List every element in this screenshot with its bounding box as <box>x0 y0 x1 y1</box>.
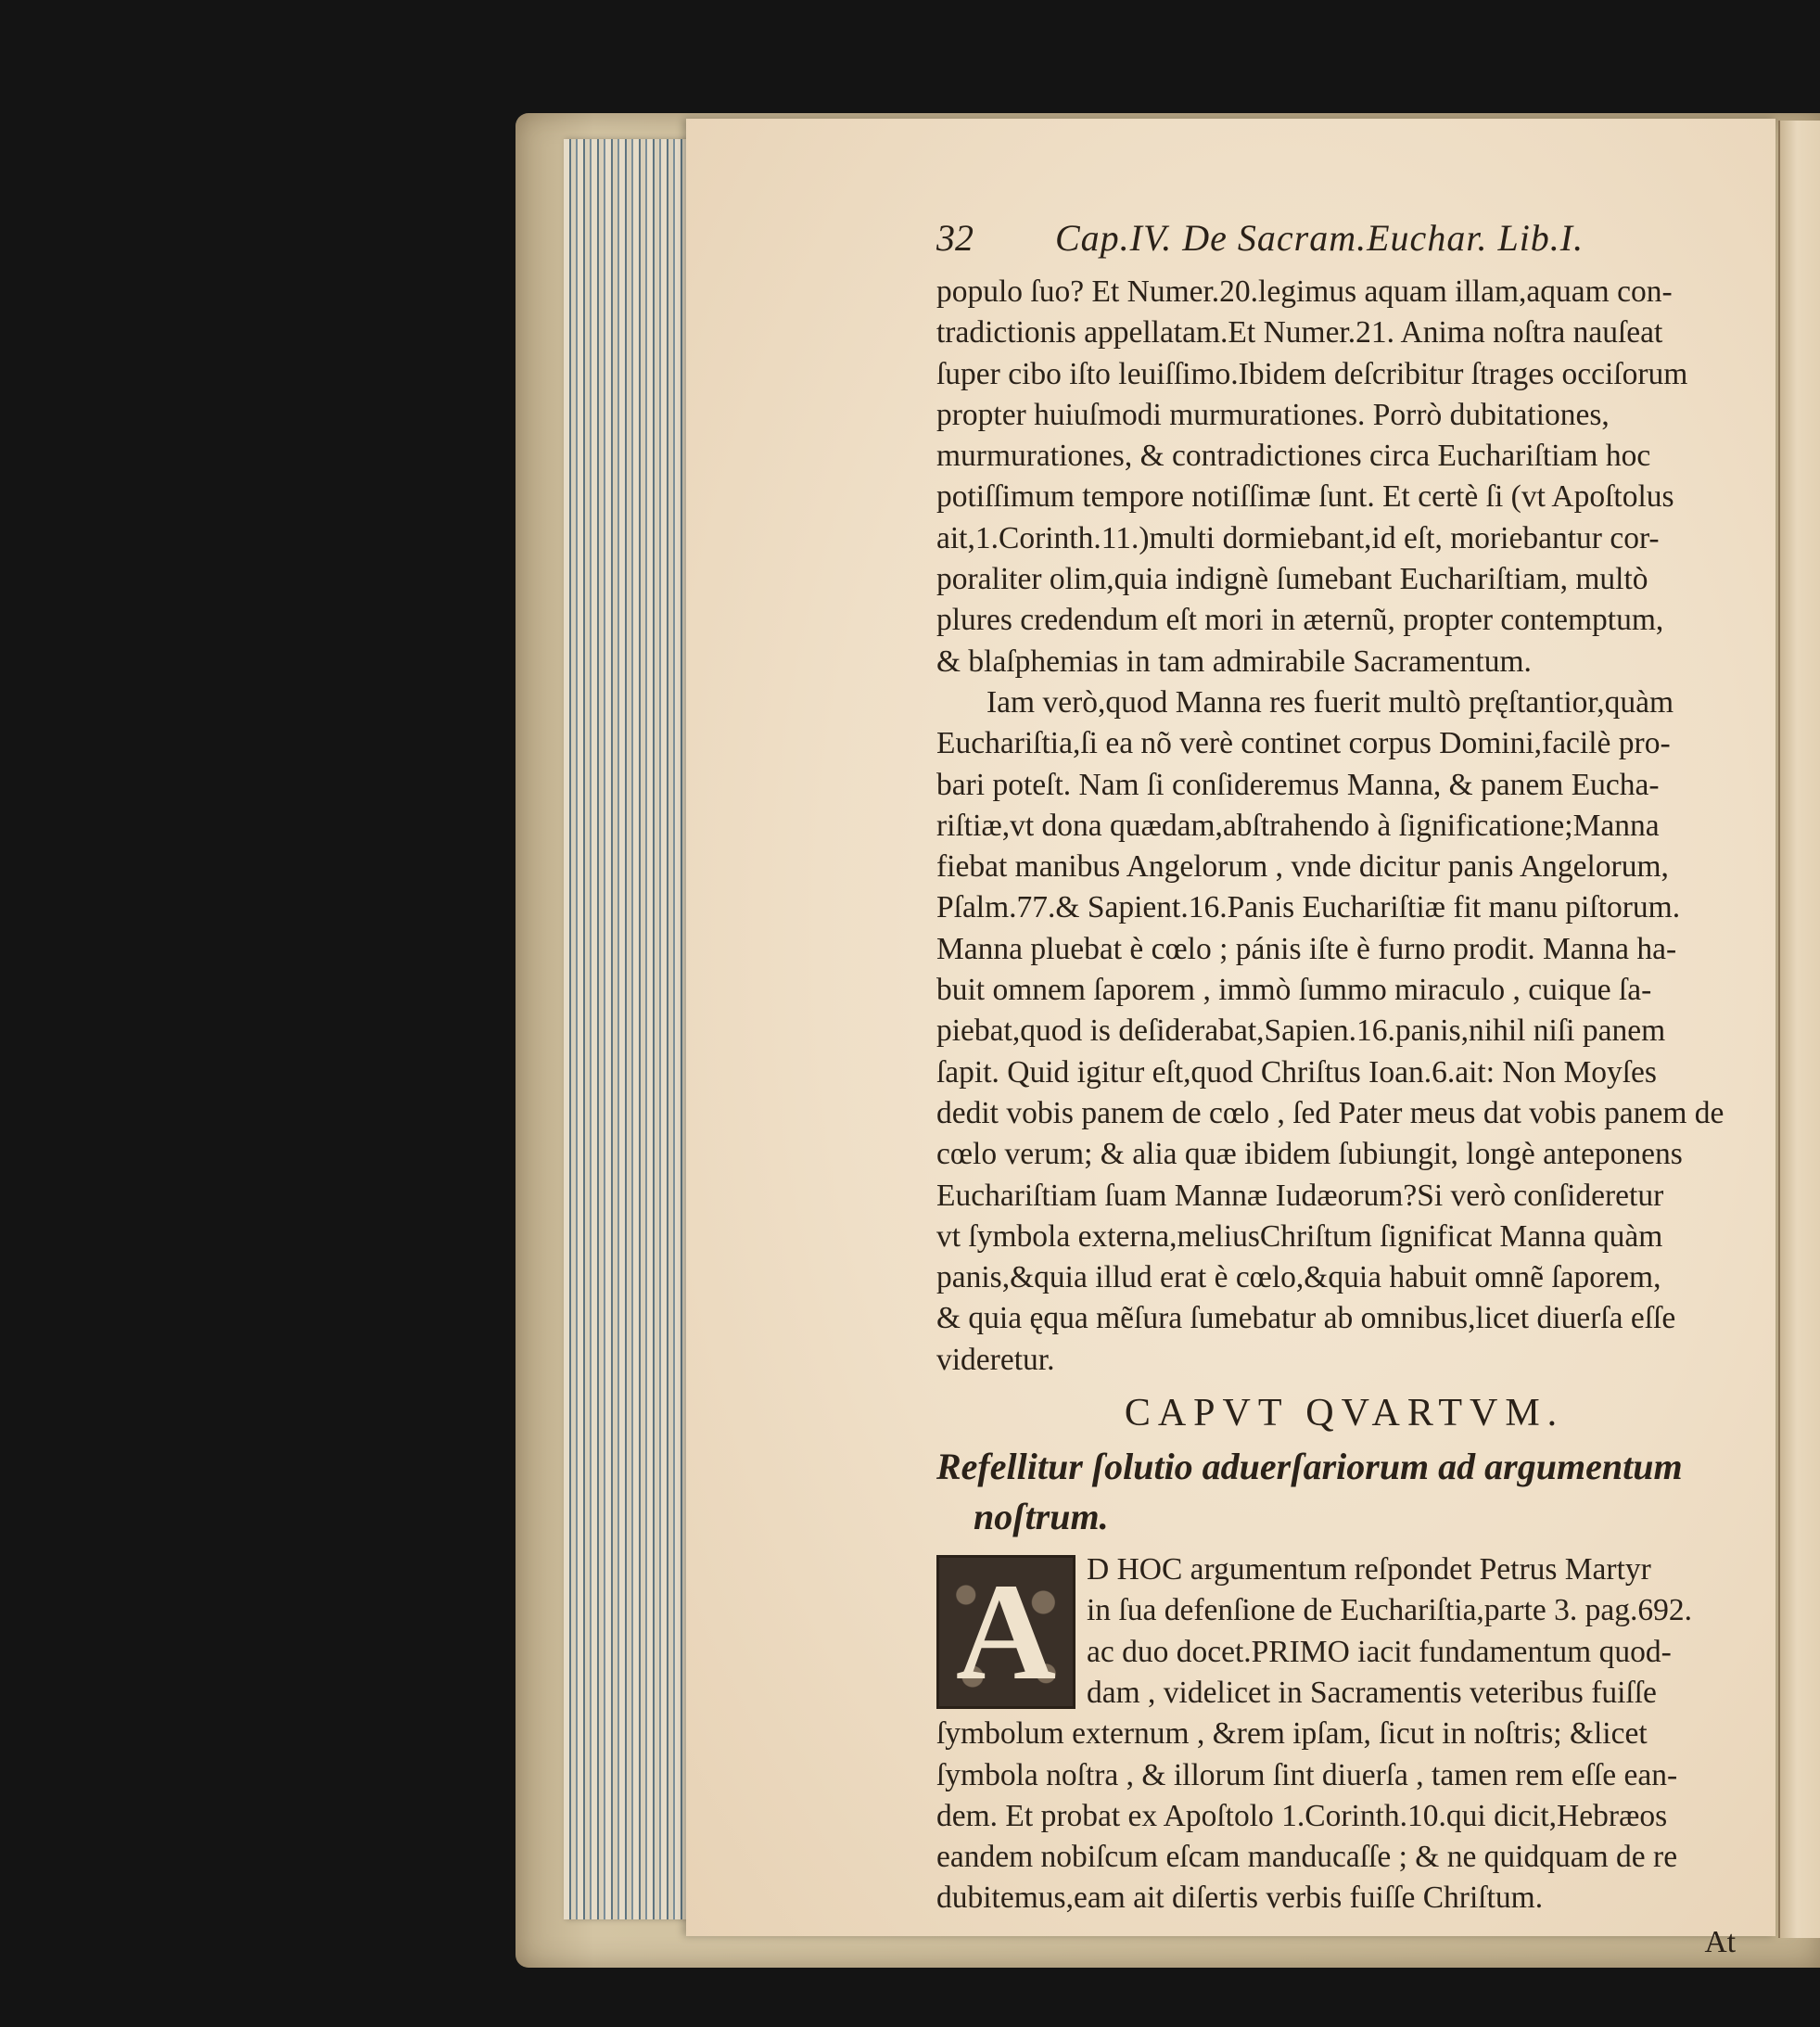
text-line: cœlo verum; & alia quæ ibidem ſubiungit, longè anteponens <box>936 1137 1683 1172</box>
chapter-subtitle: Refellitur ſolutio aduerſariorum ad argumentum <box>936 1446 1683 1488</box>
text-line: populo ſuo? Et Numer.20.legimus aquam illam,aquam con- <box>936 274 1673 309</box>
paragraph-3 <box>936 1549 1752 1919</box>
text-line: & blaſphemias in tam admirabile Sacramentum. <box>936 644 1532 679</box>
text-line: dubitemus,eam ait diſertis verbis fuiſſe Chriſtum. <box>936 1880 1544 1916</box>
text-line: D HOC argumentum reſpondet Petrus Martyr <box>1087 1552 1651 1587</box>
text-line: ſymbolum externum , &rem ipſam, ſicut in noſtris; &licet <box>936 1716 1648 1752</box>
drop-cap-letter: A <box>955 1555 1057 1710</box>
text-line: Iam verò,quod Manna res fuerit multò pręſtantior,quàm <box>986 684 1674 720</box>
page-text <box>936 216 1752 1960</box>
text-line: dam , videlicet in Sacramentis veteribus fuiſſe <box>1087 1675 1657 1710</box>
text-line: piebat,quod is deſiderabat,Sapien.16.panis,nihil niſi panem <box>936 1014 1666 1049</box>
text-line: dem. Et probat ex Apoſtolo 1.Corinth.10.qui dicit,Hebræos <box>936 1798 1668 1833</box>
text-line: ſymbola noſtra , & illorum ſint diuerſa , tamen rem eſſe ean- <box>936 1757 1678 1792</box>
text-line: poraliter olim,quia indignè ſumebant Euchariſtiam, multò <box>936 562 1648 597</box>
text-line: ait,1.Corinth.11.)multi dormiebant,id eſt, moriebantur cor- <box>936 520 1660 555</box>
text-line: & quia ęqua mẽſura ſumebatur ab omnibus,licet diuerſa eſſe <box>936 1301 1676 1336</box>
text-line: buit omnem ſaporem , immò ſummo miraculo , cuique ſa- <box>936 973 1652 1008</box>
text-line: panis,&quia illud erat è cœlo,&quia habuit omnẽ ſaporem, <box>936 1260 1661 1295</box>
paragraph-3-lines <box>936 1714 1752 1919</box>
text-line: Euchariſtiam ſuam Mannæ Iudæorum?Si verò conſideretur <box>936 1178 1664 1213</box>
decorated-initial <box>936 1555 1075 1709</box>
chapter-subtitle-continued: noſtrum. <box>974 1496 1109 1538</box>
text-line: Euchariſtia,ſi ea nõ verè continet corpus Domini,facilè pro- <box>936 726 1671 761</box>
paragraph-2 <box>936 682 1752 1381</box>
chapter-heading: CAPVT QVARTVM. <box>1124 1392 1565 1435</box>
page-number: 32 <box>936 217 974 259</box>
text-line: potiſſimum tempore notiſſimæ ſunt. Et certè ſi (vt Apoſtolus <box>936 479 1674 515</box>
text-line: plures credendum eſt mori in æternũ, propter contemptum, <box>936 603 1664 638</box>
text-line: propter huiuſmodi murmurationes. Porrò dubitationes, <box>936 397 1610 432</box>
text-line: ac duo docet.PRIMO iacit fundamentum quod- <box>1087 1634 1672 1669</box>
facing-page-edge <box>1778 121 1820 1938</box>
text-line: eandem nobiſcum eſcam manducaſſe ; & ne quidquam de re <box>936 1840 1678 1875</box>
text-line: dedit vobis panem de cœlo , ſed Pater meus dat vobis panem de <box>936 1095 1725 1130</box>
catchword: At <box>1704 1924 1736 1959</box>
text-line: Manna pluebat è cœlo ; pánis iſte è furno prodit. Manna ha- <box>936 931 1677 966</box>
text-line: bari poteſt. Nam ſi conſideremus Manna, & panem Eucha- <box>936 767 1660 802</box>
text-line: riſtiæ,vt dona quædam,abſtrahendo à ſignificatione;Manna <box>936 808 1660 843</box>
text-line: videretur. <box>936 1342 1055 1377</box>
text-line: fiebat manibus Angelorum , vnde dicitur panis Angelorum, <box>936 849 1669 885</box>
text-line: tradictionis appellatam.Et Numer.21. Anima noſtra nauſeat <box>936 315 1663 351</box>
page-edges <box>564 139 692 1919</box>
paragraph-1 <box>936 272 1752 682</box>
text-line: in ſua defenſione de Euchariſtia,parte 3. pag.692. <box>1087 1593 1693 1628</box>
text-line: vt ſymbola externa,meliusChriſtum ſignificat Manna quàm <box>936 1218 1663 1254</box>
running-head <box>936 216 1752 272</box>
text-line: Pſalm.77.& Sapient.16.Panis Euchariſtiæ fit manu piſtorum. <box>936 890 1681 925</box>
running-head-title: Cap.IV. De Sacram.Euchar. Lib.I. <box>1055 217 1585 259</box>
text-line: murmurationes, & contradictiones circa Euchariſtiam hoc <box>936 439 1651 474</box>
text-line: ſuper cibo iſto leuiſſimo.Ibidem deſcribitur ſtrages occiſorum <box>936 356 1688 391</box>
text-line: ſapit. Quid igitur eſt,quod Chriſtus Ioan.6.ait: Non Moyſes <box>936 1054 1657 1090</box>
